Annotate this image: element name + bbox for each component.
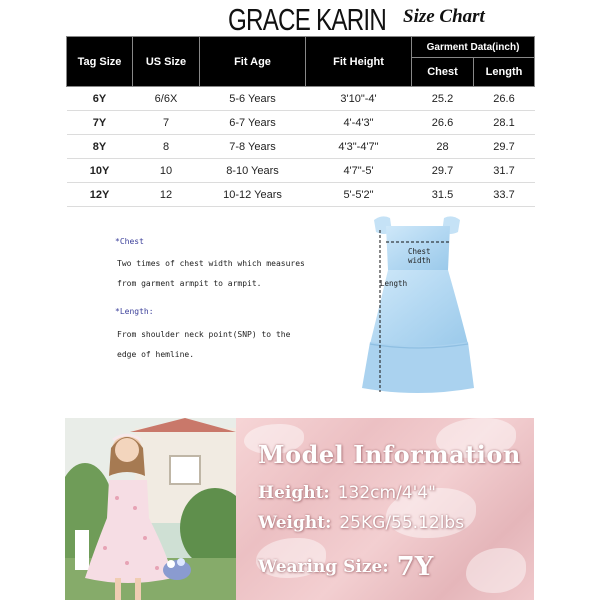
size-table — [66, 36, 535, 207]
length-note-line: From shoulder neck point(SNP) to the — [117, 330, 291, 339]
cell-height: 4'7"-5' — [306, 159, 412, 183]
weight-label: Weight: — [258, 513, 332, 533]
table-row — [67, 87, 535, 111]
brand-name: GRACE KARIN — [228, 2, 387, 37]
length-note-text — [117, 325, 317, 365]
length-label: Length — [380, 279, 408, 288]
cell-us: 10 — [133, 159, 200, 183]
chest-note-line: Two times of chest width which measures — [117, 259, 305, 268]
fence-post — [75, 530, 89, 570]
chest-label-line: width — [408, 256, 431, 265]
chest-note-text — [117, 254, 327, 294]
cell-length: 31.7 — [474, 159, 535, 183]
size-chart-title: Size Chart — [403, 6, 485, 27]
cell-height: 5'-5'2" — [306, 183, 412, 207]
cell-length: 28.1 — [474, 111, 535, 135]
wearing-size-value: 7Y — [396, 552, 434, 582]
cell-chest: 25.2 — [412, 87, 474, 111]
cell-age: 6-7 Years — [200, 111, 306, 135]
dress-diagram — [356, 212, 480, 398]
cell-tag: 8Y — [67, 135, 133, 159]
header-fit-height: Fit Height — [306, 37, 412, 87]
cell-length: 33.7 — [474, 183, 535, 207]
petal — [466, 548, 526, 593]
cell-us: 8 — [133, 135, 200, 159]
length-note-line: edge of hemline. — [117, 350, 195, 359]
model-info-panel — [236, 418, 534, 600]
table-row — [67, 111, 535, 135]
model-weight-row — [258, 513, 464, 533]
cell-tag: 6Y — [67, 87, 133, 111]
table-row — [67, 135, 535, 159]
table-row — [67, 183, 535, 207]
chest-width-label — [408, 247, 431, 265]
cell-age: 8-10 Years — [200, 159, 306, 183]
wearing-size-label: Wearing Size: — [258, 557, 389, 577]
dress-illustration — [356, 212, 480, 398]
header-length: Length — [474, 58, 535, 87]
cell-chest: 31.5 — [412, 183, 474, 207]
cell-height: 3'10"-4' — [306, 87, 412, 111]
cell-tag: 12Y — [67, 183, 133, 207]
chest-note-heading: *Chest — [115, 237, 144, 246]
cell-height: 4'-4'3" — [306, 111, 412, 135]
header-tag-size: Tag Size — [67, 37, 133, 87]
header-fit-age: Fit Age — [200, 37, 306, 87]
cell-chest: 28 — [412, 135, 474, 159]
cell-chest: 26.6 — [412, 111, 474, 135]
header-chest: Chest — [412, 58, 474, 87]
height-label: Height: — [258, 483, 330, 503]
cell-tag: 10Y — [67, 159, 133, 183]
chest-note-line: from garment armpit to armpit. — [117, 279, 262, 288]
cell-us: 6/6X — [133, 87, 200, 111]
cell-height: 4'3"-4'7" — [306, 135, 412, 159]
weight-value: 25KG/55.12lbs — [339, 513, 465, 533]
cell-us: 7 — [133, 111, 200, 135]
model-height-row — [258, 483, 436, 503]
cell-length: 29.7 — [474, 135, 535, 159]
window — [170, 456, 200, 484]
model-photo-illustration — [65, 418, 236, 600]
cell-length: 26.6 — [474, 87, 535, 111]
header-us-size: US Size — [133, 37, 200, 87]
model-info-title: Model Information — [258, 440, 521, 469]
header-garment-data: Garment Data(inch) — [412, 37, 535, 58]
model-wearing-size-row — [258, 552, 433, 582]
cell-age: 7-8 Years — [200, 135, 306, 159]
cell-tag: 7Y — [67, 111, 133, 135]
table-row — [67, 159, 535, 183]
chest-label-line: Chest — [408, 247, 431, 256]
skirt-tier — [362, 342, 474, 393]
length-note-heading: *Length: — [115, 307, 154, 316]
height-value: 132cm/4'4" — [337, 483, 436, 503]
cell-chest: 29.7 — [412, 159, 474, 183]
cell-us: 12 — [133, 183, 200, 207]
model-photo — [65, 418, 236, 600]
cell-age: 5-6 Years — [200, 87, 306, 111]
cell-age: 10-12 Years — [200, 183, 306, 207]
